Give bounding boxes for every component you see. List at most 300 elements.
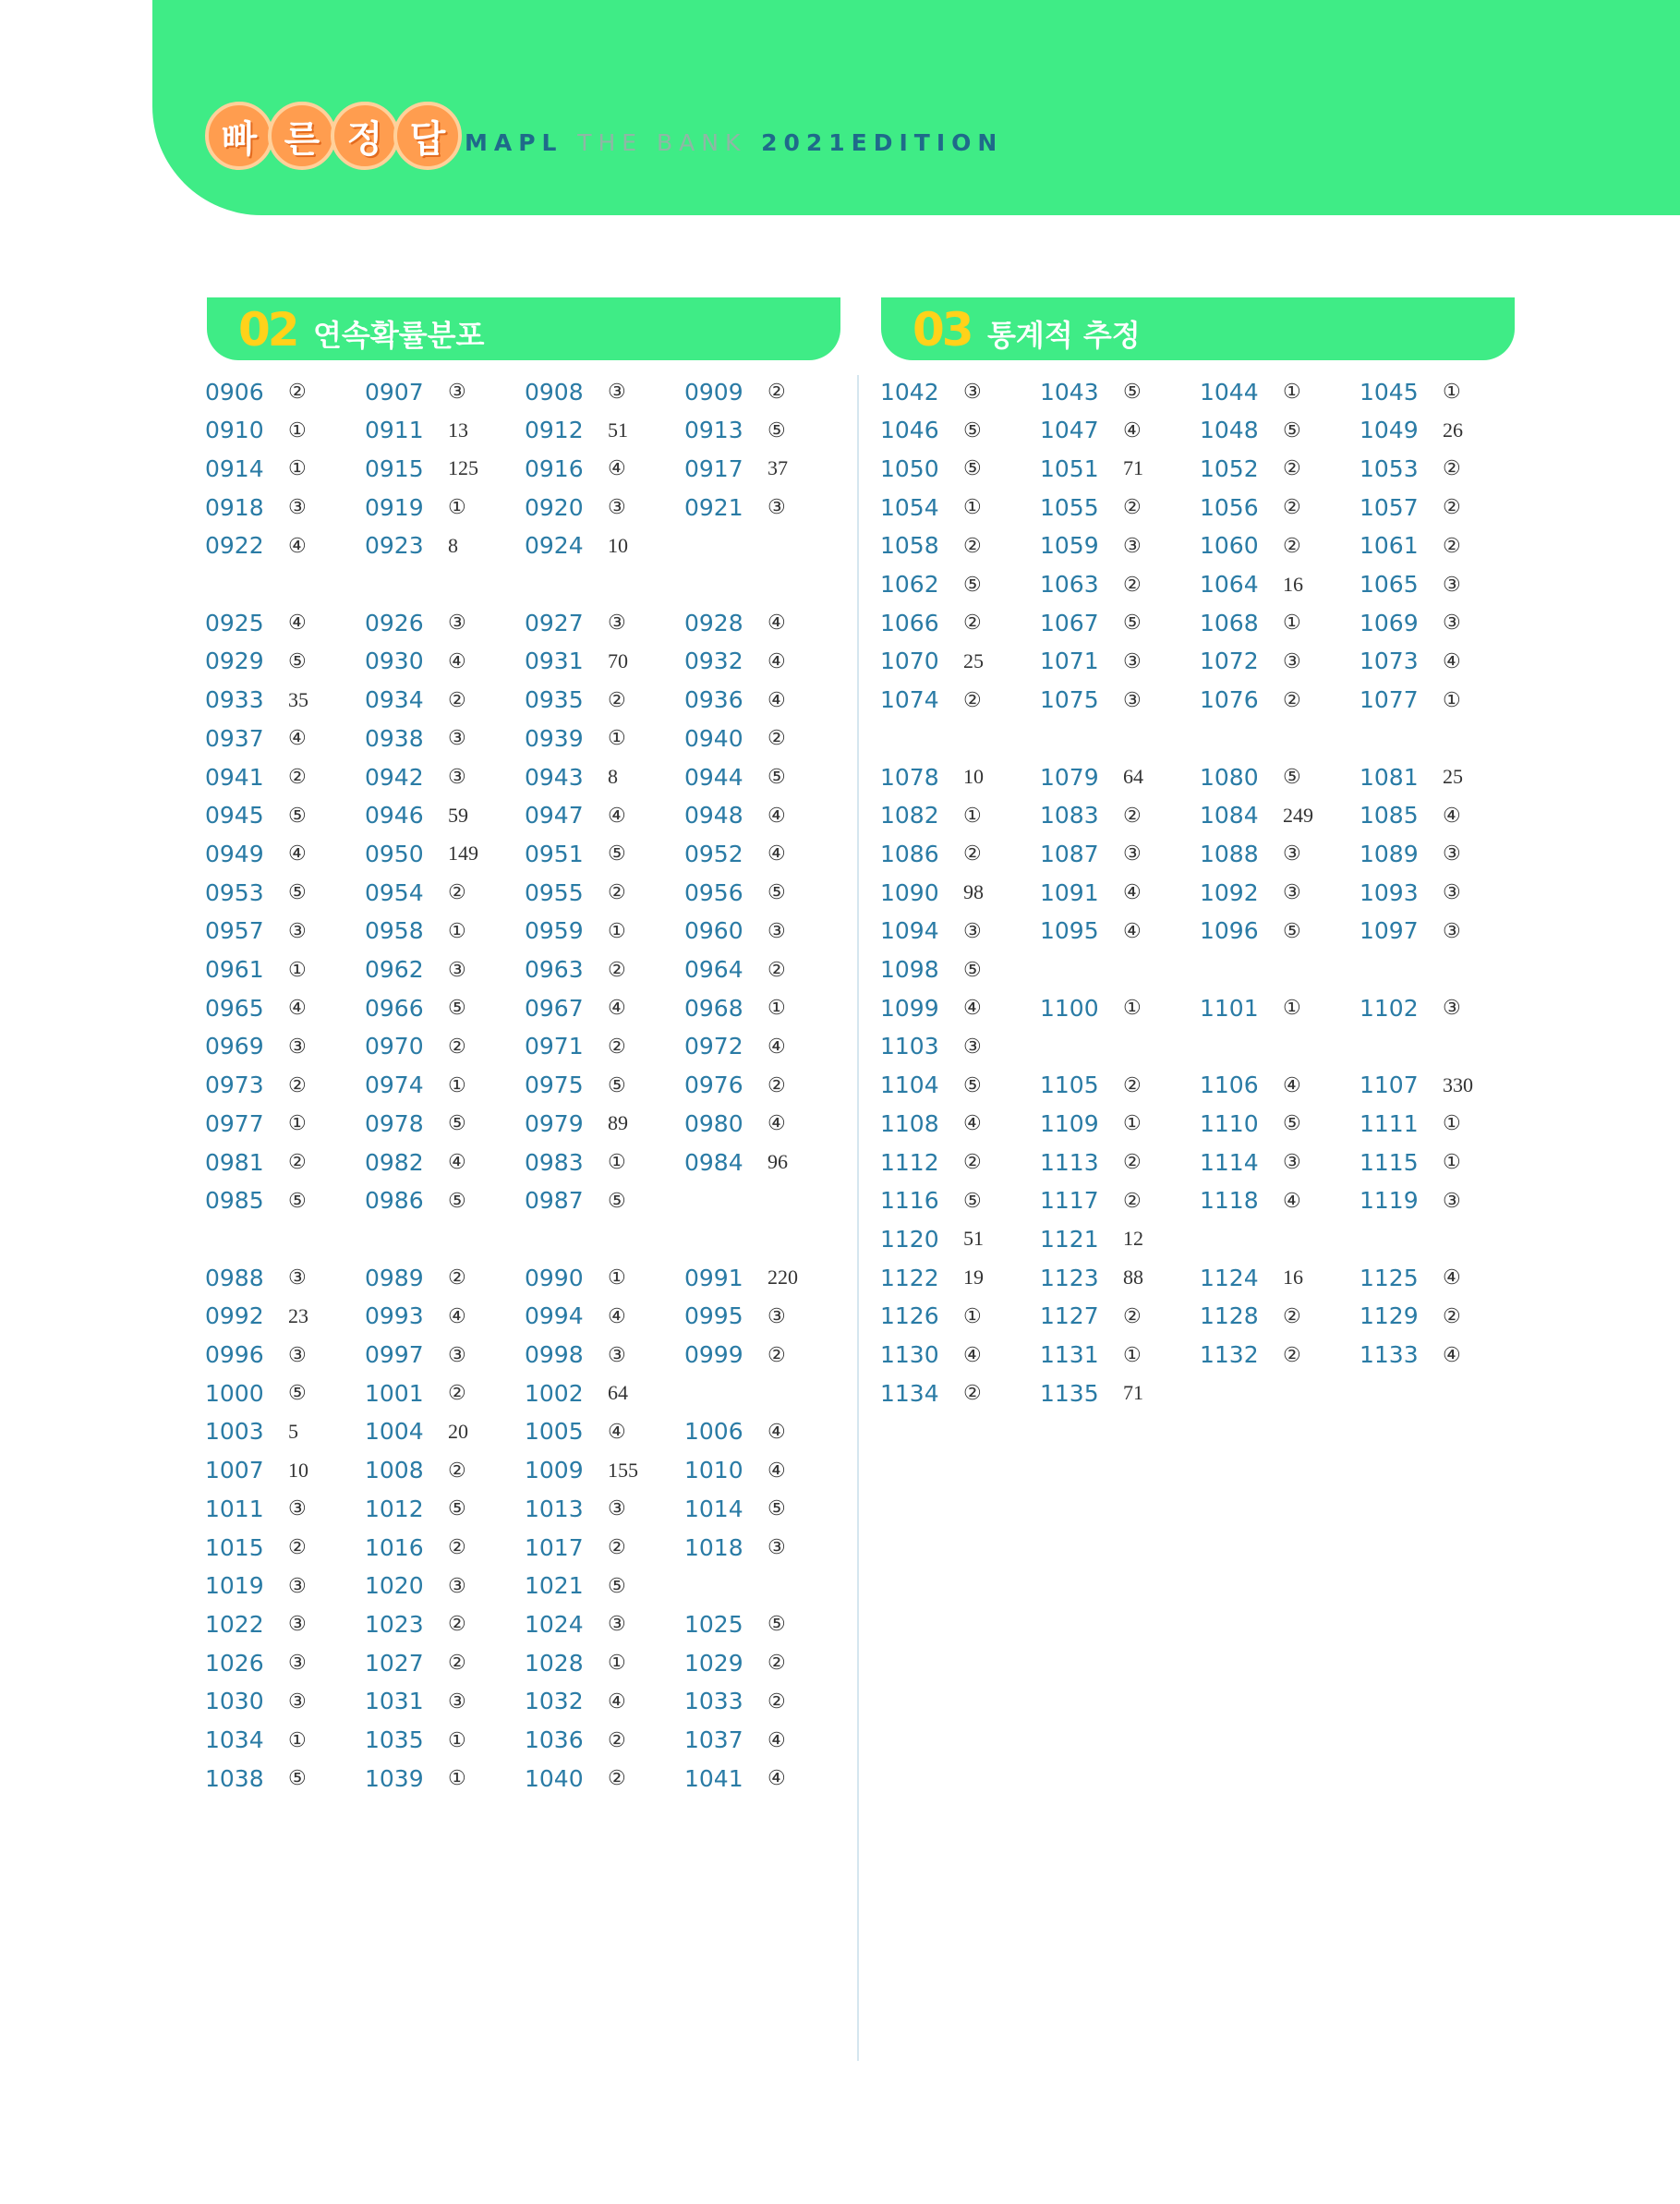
answer-value: ③ [1283,842,1301,866]
answer-value: ② [448,1034,466,1058]
problem-number: 1120 [880,1225,939,1253]
problem-number: 0994 [525,1302,584,1330]
answer-item [1200,1337,1301,1374]
problem-number: 1077 [1360,686,1419,714]
problem-number: 0982 [365,1148,424,1176]
problem-number: 0976 [684,1072,743,1099]
problem-number: 1067 [1040,609,1099,636]
answer-value: ② [1123,1188,1142,1212]
answer-value: ② [767,1689,786,1713]
answer-value: ⑤ [1283,918,1301,942]
answer-value: 10 [288,1458,308,1482]
answer-value: ③ [288,1265,307,1290]
problem-number: 0971 [525,1033,584,1060]
answer-value: ② [1443,495,1461,519]
answer-item [365,1337,466,1374]
answer-value: ⑤ [963,418,982,442]
problem-number: 1117 [1040,1187,1099,1215]
brand-title [465,129,1003,156]
problem-number: 1002 [525,1379,584,1407]
answer-item [1040,1298,1142,1335]
answer-value: ① [608,1651,626,1675]
problem-number: 1029 [684,1649,743,1677]
answer-value: 98 [963,880,984,904]
problem-number: 0945 [205,802,264,830]
answer-value: ⑤ [767,1612,786,1636]
problem-number: 1126 [880,1302,939,1330]
answer-item [1360,527,1461,564]
problem-number: 1110 [1200,1109,1259,1137]
problem-number: 1128 [1200,1302,1259,1330]
problem-number: 1011 [205,1495,264,1522]
problem-number: 1021 [525,1572,584,1600]
answer-item [684,1028,786,1065]
answer-item [525,874,626,911]
problem-number: 1107 [1360,1072,1419,1099]
problem-number: 0948 [684,802,743,830]
answer-value: ④ [448,1303,466,1327]
problem-number: 1092 [1200,878,1259,906]
problem-number: 0926 [365,609,424,636]
problem-number: 0914 [205,454,264,482]
problem-number: 1034 [205,1726,264,1753]
problem-number: 0912 [525,417,584,444]
problem-number: 0930 [365,648,424,675]
problem-number: 0991 [684,1264,743,1291]
problem-number: 0931 [525,648,584,675]
answer-value: ③ [767,495,786,519]
problem-number: 1027 [365,1649,424,1677]
problem-number: 0990 [525,1264,584,1291]
answer-value: ④ [1283,1188,1301,1212]
answer-value: ③ [1283,648,1301,672]
answer-value: ③ [1443,918,1461,942]
answer-value: 88 [1123,1265,1143,1290]
problem-number: 1018 [684,1533,743,1561]
answer-value: ① [608,1265,626,1290]
problem-number: 0997 [365,1341,424,1368]
problem-number: 0981 [205,1148,264,1176]
problem-number: 1131 [1040,1341,1099,1368]
problem-number: 0995 [684,1302,743,1330]
problem-number: 1051 [1040,454,1099,482]
answer-item [684,373,786,410]
answer-value: ② [1123,1072,1142,1096]
answer-item [880,1220,984,1257]
answer-item [880,1259,984,1296]
problem-number: 1133 [1360,1341,1419,1368]
problem-number: 1072 [1200,648,1259,675]
badge-char: 른 [268,102,336,170]
problem-number: 1091 [1040,878,1099,906]
answer-item [1360,1105,1461,1142]
problem-number: 1079 [1040,763,1099,791]
answer-item [525,720,626,757]
answer-value: ④ [448,648,466,672]
answer-value: ④ [608,1303,626,1327]
answer-value: ② [288,1072,307,1096]
answer-value: ① [1443,1150,1461,1173]
answer-value: ⑤ [608,1573,626,1597]
problem-number: 0919 [365,493,424,521]
answer-item [1360,1298,1461,1335]
answer-value: ② [288,1535,307,1558]
answer-value: ④ [1123,880,1142,904]
answer-value: ④ [963,1111,982,1135]
answer-item [684,1067,786,1104]
answer-item [880,412,982,449]
answer-value: ③ [608,1342,626,1366]
answer-item [1200,489,1301,526]
problem-number: 1130 [880,1341,939,1368]
answer-item [205,1028,307,1065]
answer-value: ③ [1283,1150,1301,1173]
answer-value: ⑤ [1283,1111,1301,1135]
answer-value: 89 [608,1111,628,1135]
answer-item [1200,682,1301,719]
answer-value: 25 [1443,765,1463,788]
answer-item [1200,1105,1301,1142]
problem-number: 1068 [1200,609,1259,636]
section-header-02 [207,297,840,360]
answer-item [205,1722,307,1759]
answer-value: ③ [448,1573,466,1597]
problem-number: 1008 [365,1457,424,1484]
answer-item [1360,682,1461,719]
problem-number: 1119 [1360,1187,1419,1215]
answer-value: ③ [963,1034,982,1058]
problem-number: 0996 [205,1341,264,1368]
badge-char: 답 [393,102,462,170]
answer-item [525,1259,626,1296]
answer-item [365,720,466,757]
problem-number: 1069 [1360,609,1419,636]
problem-number: 0984 [684,1148,743,1176]
answer-value: ② [767,1342,786,1366]
problem-number: 0907 [365,378,424,406]
answer-item [365,489,466,526]
problem-number: 1097 [1360,917,1419,945]
answer-value: ④ [767,611,786,635]
answer-value: ② [767,1072,786,1096]
answer-item [684,489,786,526]
answer-item [1200,989,1301,1026]
brand-the-bank: THE BANK [577,129,747,156]
problem-number: 0938 [365,724,424,752]
problem-number: 1112 [880,1148,939,1176]
answer-item [365,1605,466,1642]
answer-value: ③ [288,1651,307,1675]
answer-value: ① [448,495,466,519]
answer-item [365,643,466,680]
answer-item [525,373,626,410]
answer-item [880,604,982,641]
problem-number: 0965 [205,994,264,1022]
answer-value: 70 [608,648,628,672]
answer-value: ⑤ [448,1188,466,1212]
problem-number: 1064 [1200,571,1259,598]
problem-number: 0910 [205,417,264,444]
answer-value: ③ [608,1612,626,1636]
answer-value: ④ [767,803,786,827]
answer-item [684,951,786,988]
answer-item [684,1683,786,1720]
answer-item [684,1605,786,1642]
problem-number: 1087 [1040,840,1099,867]
answer-item [525,1028,626,1065]
answer-value: ① [1443,687,1461,711]
answer-item [1040,1144,1142,1181]
answer-value: ② [963,533,982,557]
answer-value: ④ [767,1727,786,1751]
answer-value: ① [1283,611,1301,635]
problem-number: 0928 [684,609,743,636]
problem-number: 0998 [525,1341,584,1368]
problem-number: 1096 [1200,917,1259,945]
answer-value: ② [1283,1303,1301,1327]
answer-value: ③ [1443,1188,1461,1212]
answer-value: ④ [448,1150,466,1173]
problem-number: 1043 [1040,378,1099,406]
answer-item [525,1374,628,1411]
answer-item [525,1490,626,1527]
problem-number: 1032 [525,1688,584,1715]
problem-number: 1056 [1200,493,1259,521]
answer-value: ② [1443,456,1461,480]
answer-value: ④ [288,996,307,1020]
answer-value: ③ [608,380,626,403]
answer-value: 71 [1123,1381,1143,1405]
answer-item [365,1105,466,1142]
problem-number: 0989 [365,1264,424,1291]
problem-number: 0946 [365,802,424,830]
answer-value: ③ [608,611,626,635]
answer-item [525,913,626,950]
answer-item [684,1490,786,1527]
answer-item [1200,412,1301,449]
answer-item [1200,1067,1301,1104]
problem-number: 0974 [365,1072,424,1099]
problem-number: 1071 [1040,648,1099,675]
answer-value: 71 [1123,456,1143,480]
answer-item [365,835,478,872]
problem-number: 1078 [880,763,939,791]
answer-value: 8 [448,533,458,557]
answer-value: ③ [1443,880,1461,904]
answer-value: ② [1283,456,1301,480]
problem-number: 0925 [205,609,264,636]
answer-value: ② [963,687,982,711]
problem-number: 1047 [1040,417,1099,444]
answer-item [1360,913,1461,950]
answer-item [205,1105,307,1142]
answer-item [1040,1374,1143,1411]
answer-value: 249 [1283,803,1313,827]
problem-number: 1095 [1040,917,1099,945]
answer-item [205,1644,307,1681]
answer-value: 16 [1283,572,1303,596]
answer-item [365,682,466,719]
answer-item [205,835,307,872]
answer-item [205,989,307,1026]
problem-number: 0952 [684,840,743,867]
answer-item [684,720,786,757]
answer-item [205,412,307,449]
problem-number: 0987 [525,1187,584,1215]
answer-value: 20 [448,1419,468,1443]
answer-item [365,450,478,487]
answer-value: ② [767,957,786,981]
problem-number: 0959 [525,917,584,945]
answer-item [684,1644,786,1681]
answer-value: ① [448,1072,466,1096]
answer-item [1360,1144,1461,1181]
answer-item [205,682,308,719]
answer-item [684,1452,786,1489]
answer-item [205,527,307,564]
answer-value: ① [288,957,307,981]
answer-value: ① [448,1766,466,1790]
answer-value: ④ [288,533,307,557]
answer-item [1360,797,1461,834]
problem-number: 1038 [205,1764,264,1792]
answer-item [205,1568,307,1605]
problem-number: 0961 [205,956,264,983]
answer-value: 16 [1283,1265,1303,1290]
answer-item [365,1452,466,1489]
problem-number: 1006 [684,1418,743,1446]
answer-value: 155 [608,1458,638,1482]
answer-item [684,1259,798,1296]
answer-item [880,682,982,719]
answer-item [880,1028,982,1065]
answer-value: ⑤ [1123,380,1142,403]
answer-item [684,1760,786,1797]
answer-value: ① [1123,1111,1142,1135]
answer-item [1040,874,1142,911]
answer-item [205,643,307,680]
answer-item [205,720,307,757]
problem-number: 0942 [365,763,424,791]
answer-value: ④ [1123,418,1142,442]
problem-number: 0979 [525,1109,584,1137]
answer-value: ③ [1123,648,1142,672]
answer-item [1200,758,1301,795]
answer-value: ⑤ [767,880,786,904]
problem-number: 1015 [205,1533,264,1561]
answer-item [525,412,628,449]
problem-number: 0918 [205,493,264,521]
problem-number: 0935 [525,686,584,714]
problem-number: 1080 [1200,763,1259,791]
problem-number: 1093 [1360,878,1419,906]
problem-number: 0950 [365,840,424,867]
problem-number: 0970 [365,1033,424,1060]
answer-value: ③ [288,1342,307,1366]
problem-number: 1113 [1040,1148,1099,1176]
problem-number: 1060 [1200,532,1259,560]
answer-value: ① [288,418,307,442]
answer-item [1040,835,1142,872]
answer-item [880,989,982,1026]
answer-item [880,1144,982,1181]
answer-value: 59 [448,803,468,827]
section-title: 통계적 추정 [987,318,1141,353]
answer-value: 35 [288,687,308,711]
problem-number: 0992 [205,1302,264,1330]
problem-number: 1135 [1040,1379,1099,1407]
answer-item [1040,373,1142,410]
answer-item [880,874,984,911]
problem-number: 0944 [684,763,743,791]
answer-item [1040,412,1142,449]
answer-item [365,412,468,449]
answer-item [525,1529,626,1566]
problem-number: 1026 [205,1649,264,1677]
answer-value: ⑤ [1283,418,1301,442]
answer-item [880,1105,982,1142]
answer-item [684,913,786,950]
answer-item [684,758,786,795]
problem-number: 1001 [365,1379,424,1407]
answer-value: ④ [767,648,786,672]
answer-item [1040,989,1142,1026]
answer-value: ② [448,880,466,904]
answer-value: ⑤ [963,957,982,981]
answer-value: ② [1123,1303,1142,1327]
problem-number: 1127 [1040,1302,1099,1330]
answer-value: ③ [1443,842,1461,866]
problem-number: 1094 [880,917,939,945]
answer-item [365,373,466,410]
problem-number: 0921 [684,493,743,521]
problem-number: 0964 [684,956,743,983]
problem-number: 0983 [525,1148,584,1176]
answer-value: 25 [963,648,984,672]
answer-value: ③ [288,918,307,942]
answer-item [1360,1182,1461,1219]
section-number: 02 [238,303,297,357]
answer-item [365,1413,468,1450]
answer-item [1360,758,1463,795]
problem-number: 1039 [365,1764,424,1792]
answer-item [1200,643,1301,680]
answer-value: ④ [767,1034,786,1058]
answer-item [365,1144,466,1181]
answer-item [205,758,307,795]
answer-value: ⑤ [288,1381,307,1405]
problem-number: 1005 [525,1418,584,1446]
answer-value: ② [608,957,626,981]
answer-item [525,1760,626,1797]
problem-number: 0975 [525,1072,584,1099]
problem-number: 0911 [365,417,424,444]
answer-value: ⑤ [767,418,786,442]
problem-number: 0916 [525,454,584,482]
answer-item [1360,989,1461,1026]
answer-value: ① [963,495,982,519]
problem-number: 0908 [525,378,584,406]
answer-value: ② [963,1150,982,1173]
answer-item [365,758,466,795]
answer-item [525,450,626,487]
problem-number: 0985 [205,1187,264,1215]
answer-value: ② [767,1651,786,1675]
problem-number: 1007 [205,1457,264,1484]
problem-number: 0934 [365,686,424,714]
problem-number: 0962 [365,956,424,983]
problem-number: 1041 [684,1764,743,1792]
